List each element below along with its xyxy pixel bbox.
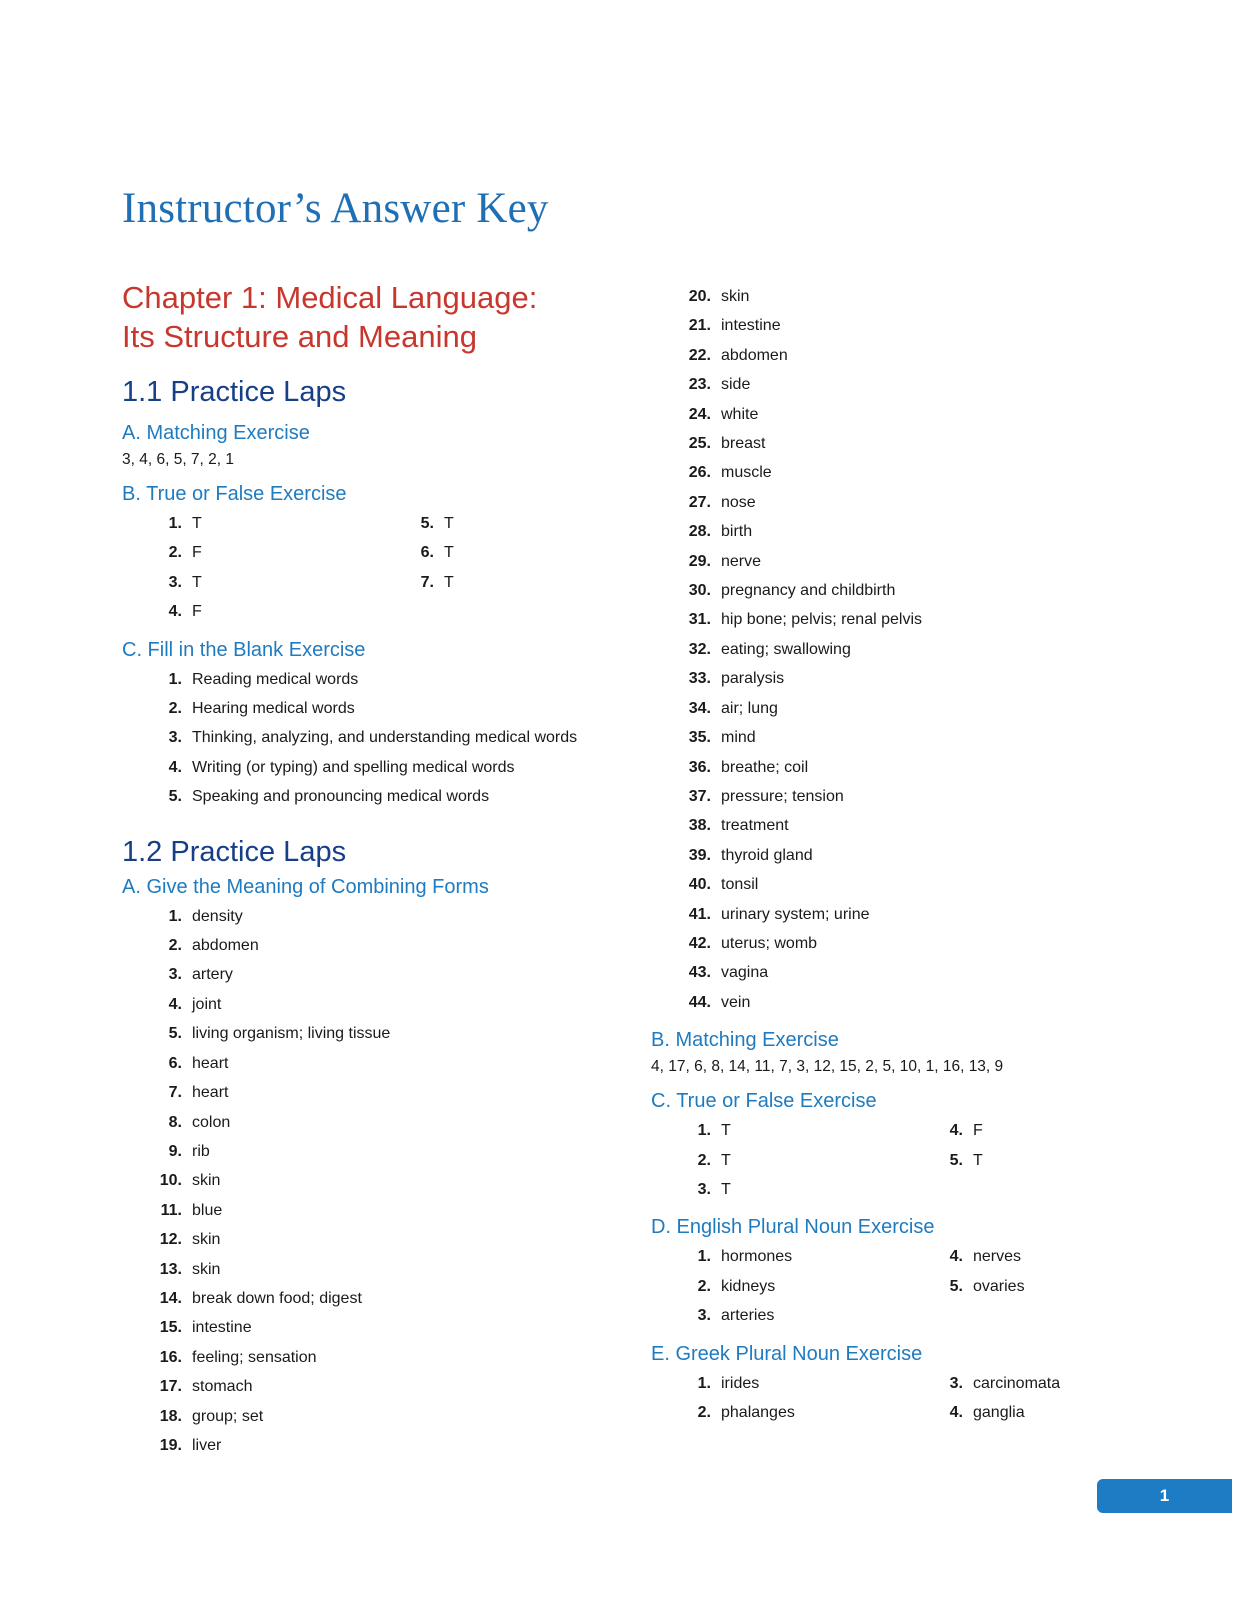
answer-text: pressure; tension <box>721 787 844 805</box>
chapter-title-line-1: Chapter 1: Medical Language: <box>122 280 538 315</box>
answer-text: T <box>721 1151 731 1169</box>
answer-number: 20. <box>688 288 711 305</box>
answer-text: vagina <box>721 964 769 982</box>
answer-item <box>122 1402 642 1431</box>
s12-english-plural-exercise <box>651 1214 1121 1330</box>
answer-item <box>651 958 1121 987</box>
answer-item <box>651 782 1121 811</box>
answer-number: 19. <box>159 1436 182 1454</box>
answer-text: uterus; womb <box>721 934 818 952</box>
answer-text: kidneys <box>721 1277 776 1295</box>
answer-text: rib <box>192 1142 210 1160</box>
s11-matching-exercise <box>122 420 642 471</box>
answer-number: 5. <box>420 515 434 532</box>
s12-true-false-exercise <box>651 1088 1121 1204</box>
exercise-title: C. Fill in the Blank Exercise <box>122 638 366 661</box>
answer-item <box>122 1078 642 1107</box>
section-heading-1-2: 1.2 Practice Laps <box>122 835 347 868</box>
answer-number: 2. <box>168 700 182 718</box>
answer-number: 1. <box>168 907 182 925</box>
s12-greek-plural-exercise <box>651 1341 1121 1428</box>
s11-fill-blank-exercise <box>122 637 642 812</box>
answer-text: joint <box>192 995 222 1013</box>
answer-text: living organism; living tissue <box>192 1025 391 1043</box>
matching-answer: 3, 4, 6, 5, 7, 2, 1 <box>122 451 235 468</box>
answer-number: 3. <box>168 966 182 984</box>
answer-item <box>122 1166 642 1195</box>
english-plural-grid <box>651 1242 1121 1330</box>
answer-number: 2. <box>168 544 182 562</box>
answer-item <box>903 1272 1103 1301</box>
answer-number: 12. <box>159 1231 182 1249</box>
answer-item <box>122 1431 642 1460</box>
answer-item <box>903 1369 1103 1398</box>
answer-text: blue <box>192 1201 223 1219</box>
answer-item <box>651 988 1121 1017</box>
answer-text: nerves <box>973 1248 1022 1266</box>
answer-number: 24. <box>688 405 711 423</box>
answer-text: pregnancy and childbirth <box>721 582 896 600</box>
answer-item <box>903 1242 1103 1271</box>
answer-number: 5. <box>168 1025 182 1043</box>
answer-number: 4. <box>949 1248 963 1266</box>
true-false-grid <box>651 1116 1121 1204</box>
answer-text: F <box>973 1122 983 1140</box>
answer-text: heart <box>192 1084 229 1102</box>
answer-text: density <box>192 907 243 925</box>
answer-number: 5. <box>949 1151 963 1169</box>
answer-text: Reading medical words <box>192 670 359 688</box>
answer-item <box>122 1019 642 1048</box>
answer-text: arteries <box>721 1307 775 1325</box>
answer-text: F <box>192 603 202 621</box>
answer-text: thyroid gland <box>721 846 813 864</box>
answer-item <box>122 1137 642 1166</box>
answer-item <box>651 1398 903 1427</box>
answer-item <box>651 1301 903 1330</box>
combining-forms-list <box>122 902 642 1461</box>
answer-item <box>651 488 1121 517</box>
answer-number: 42. <box>688 934 711 952</box>
answer-item <box>122 782 642 811</box>
answer-item <box>651 1242 903 1271</box>
answer-number: 40. <box>688 876 711 894</box>
answer-text: intestine <box>192 1319 252 1337</box>
answer-text: feeling; sensation <box>192 1348 317 1366</box>
answer-number: 13. <box>159 1260 182 1278</box>
answer-text: T <box>444 515 454 532</box>
answer-text: skin <box>192 1260 221 1278</box>
answer-number: 4. <box>168 603 182 621</box>
answer-item <box>651 1369 903 1398</box>
answer-number: 9. <box>168 1142 182 1160</box>
answer-item <box>122 568 374 597</box>
answer-item <box>374 568 574 597</box>
answer-item <box>651 429 1121 458</box>
answer-number: 4. <box>168 995 182 1013</box>
answer-item <box>651 605 1121 634</box>
answer-item <box>122 1196 642 1225</box>
answer-text: side <box>721 376 751 394</box>
answer-number: 27. <box>688 493 711 511</box>
answer-item <box>651 517 1121 546</box>
answer-item <box>122 1313 642 1342</box>
answer-item <box>122 723 642 752</box>
answer-item <box>651 811 1121 840</box>
answer-text: urinary system; urine <box>721 905 870 923</box>
answer-number: 35. <box>688 729 711 747</box>
answer-item <box>122 1108 642 1137</box>
answer-item <box>122 1255 642 1284</box>
answer-text: T <box>192 573 202 591</box>
exercise-title: A. Matching Exercise <box>122 422 310 444</box>
answer-number: 1. <box>168 670 182 688</box>
answer-item <box>122 960 642 989</box>
answer-number: 33. <box>688 670 711 688</box>
answer-item <box>651 311 1121 340</box>
answer-number: 11. <box>160 1201 182 1219</box>
answer-item <box>651 370 1121 399</box>
answer-number: 3. <box>697 1180 711 1198</box>
answer-number: 10. <box>159 1172 182 1190</box>
answer-number: 1. <box>697 1374 711 1392</box>
answer-number: 23. <box>688 376 711 394</box>
answer-item <box>122 1225 642 1254</box>
answer-item <box>122 509 374 538</box>
exercise-title: A. Give the Meaning of Combining Forms <box>122 875 489 898</box>
answer-text: skin <box>192 1172 221 1190</box>
answer-number: 2. <box>697 1404 711 1421</box>
answer-item <box>651 841 1121 870</box>
answer-text: eating; swallowing <box>721 640 851 658</box>
answer-text: artery <box>192 966 233 984</box>
answer-number: 37. <box>688 787 711 805</box>
answer-item <box>122 931 642 960</box>
answer-item <box>122 1284 642 1313</box>
answer-text: group; set <box>192 1407 264 1425</box>
answer-item <box>651 547 1121 576</box>
answer-item <box>374 509 574 538</box>
answer-number: 30. <box>688 582 711 600</box>
answer-text: skin <box>721 288 750 305</box>
answer-item <box>651 694 1121 723</box>
answer-text: Speaking and pronouncing medical words <box>192 788 490 806</box>
answer-number: 44. <box>688 993 711 1011</box>
answer-text: ovaries <box>973 1277 1025 1295</box>
answer-text: ganglia <box>973 1404 1025 1421</box>
s12-matching-exercise <box>651 1027 1121 1078</box>
answer-number: 1. <box>697 1248 711 1266</box>
answer-item <box>122 990 642 1019</box>
answer-text: treatment <box>721 817 789 835</box>
answer-item <box>651 870 1121 899</box>
exercise-title: E. Greek Plural Noun Exercise <box>651 1342 923 1365</box>
answer-number: 2. <box>168 937 182 955</box>
answer-number: 5. <box>168 788 182 806</box>
answer-item <box>651 400 1121 429</box>
answer-number: 5. <box>949 1277 963 1295</box>
answer-number: 2. <box>697 1151 711 1169</box>
answer-text: birth <box>721 523 753 541</box>
answer-number: 6. <box>168 1054 182 1072</box>
answer-number: 39. <box>688 846 711 864</box>
answer-item <box>651 635 1121 664</box>
answer-text: Thinking, analyzing, and understanding medical words <box>192 729 578 747</box>
answer-number: 16. <box>159 1348 182 1366</box>
answer-text: skin <box>192 1231 221 1249</box>
answer-number: 34. <box>688 699 711 717</box>
answer-text: T <box>721 1180 731 1198</box>
answer-item <box>122 1343 642 1372</box>
answer-number: 36. <box>688 758 711 776</box>
chapter-title <box>122 278 642 356</box>
s12-combining-forms-exercise <box>122 874 642 1461</box>
exercise-title: C. True or False Exercise <box>651 1090 877 1113</box>
answer-item <box>651 1116 903 1145</box>
answer-item <box>651 753 1121 782</box>
answer-item <box>122 753 642 782</box>
answer-number: 4. <box>168 758 182 776</box>
answer-text: vein <box>721 993 751 1011</box>
answer-number: 26. <box>688 464 711 482</box>
right-column <box>651 280 1121 1427</box>
answer-item <box>122 694 642 723</box>
fill-blank-list <box>122 665 642 812</box>
answer-text: abdomen <box>721 346 788 364</box>
answer-number: 2. <box>697 1277 711 1295</box>
answer-text: nose <box>721 493 756 511</box>
combining-forms-list-continued <box>651 282 1121 1017</box>
answer-item <box>122 1372 642 1401</box>
answer-text: T <box>721 1122 731 1140</box>
answer-text: air; lung <box>721 699 778 717</box>
exercise-title: B. True or False Exercise <box>122 483 347 505</box>
answer-number: 17. <box>159 1378 182 1396</box>
answer-text: T <box>973 1151 983 1169</box>
answer-number: 14. <box>159 1289 182 1307</box>
answer-item <box>903 1146 1103 1175</box>
answer-text: white <box>721 405 759 423</box>
answer-text: liver <box>192 1436 222 1454</box>
answer-text: hormones <box>721 1248 793 1266</box>
answer-number: 8. <box>168 1113 182 1131</box>
answer-number: 7. <box>420 573 434 591</box>
matching-answer: 4, 17, 6, 8, 14, 11, 7, 3, 12, 15, 2, 5, 10, 1, 16, 13, 9 <box>651 1058 1004 1076</box>
answer-item <box>651 282 1121 311</box>
answer-number: 28. <box>688 523 711 541</box>
answer-text: T <box>192 515 202 532</box>
answer-number: 4. <box>949 1404 963 1421</box>
answer-text: T <box>444 544 454 562</box>
answer-number: 32. <box>688 640 711 658</box>
answer-item <box>651 664 1121 693</box>
answer-text: breast <box>721 435 766 453</box>
answer-number: 41. <box>688 905 711 923</box>
answer-item <box>374 538 574 567</box>
answer-text: intestine <box>721 317 781 335</box>
answer-item <box>903 1398 1103 1427</box>
answer-text: hip bone; pelvis; renal pelvis <box>721 611 923 629</box>
answer-item <box>651 1272 903 1301</box>
answer-number: 21. <box>688 317 711 335</box>
page-title: Instructor’s Answer Key <box>122 185 549 232</box>
answer-item <box>122 1049 642 1078</box>
answer-text: nerve <box>721 552 762 570</box>
answer-text: Writing (or typing) and spelling medical words <box>192 758 515 776</box>
answer-text: abdomen <box>192 937 259 955</box>
answer-number: 1. <box>168 515 182 532</box>
answer-item <box>122 538 374 567</box>
answer-text: T <box>444 573 454 591</box>
answer-number: 3. <box>168 573 182 591</box>
answer-number: 1. <box>697 1122 711 1140</box>
answer-number: 15. <box>159 1319 182 1337</box>
answer-item <box>651 723 1121 752</box>
answer-number: 29. <box>688 552 711 570</box>
s11-true-false-exercise <box>122 481 642 627</box>
answer-number: 22. <box>688 346 711 364</box>
answer-number: 3. <box>168 729 182 747</box>
answer-item <box>651 1175 903 1204</box>
answer-text: mind <box>721 729 756 747</box>
answer-text: F <box>192 544 202 562</box>
answer-text: breathe; coil <box>721 758 809 776</box>
answer-number: 38. <box>688 817 711 835</box>
answer-text: irides <box>721 1374 760 1392</box>
answer-number: 4. <box>949 1122 963 1140</box>
answer-item <box>122 597 374 626</box>
answer-text: heart <box>192 1054 229 1072</box>
page-number: 1 <box>1097 1479 1232 1513</box>
exercise-title: B. Matching Exercise <box>651 1029 839 1052</box>
answer-item <box>903 1116 1103 1145</box>
answer-number: 7. <box>168 1084 182 1102</box>
answer-text: carcinomata <box>973 1374 1061 1392</box>
answer-number: 25. <box>688 435 711 453</box>
answer-item <box>651 458 1121 487</box>
answer-item <box>651 576 1121 605</box>
answer-text: Hearing medical words <box>192 700 355 718</box>
answer-number: 3. <box>949 1374 963 1392</box>
answer-text: stomach <box>192 1378 253 1396</box>
greek-plural-grid <box>651 1369 1121 1428</box>
answer-number: 3. <box>697 1307 711 1325</box>
answer-text: colon <box>192 1113 231 1131</box>
answer-item <box>122 902 642 931</box>
chapter-title-line-2: Its Structure and Meaning <box>122 319 477 354</box>
answer-text: break down food; digest <box>192 1289 362 1307</box>
answer-text: paralysis <box>721 670 785 688</box>
answer-number: 18. <box>159 1407 182 1425</box>
answer-item <box>122 665 642 694</box>
answer-item <box>651 900 1121 929</box>
answer-item <box>651 929 1121 958</box>
answer-number: 43. <box>688 964 711 982</box>
answer-item <box>651 1146 903 1175</box>
answer-text: muscle <box>721 464 772 482</box>
answer-item <box>651 341 1121 370</box>
answer-number: 6. <box>420 544 434 562</box>
answer-number: 31. <box>688 611 711 629</box>
exercise-title: D. English Plural Noun Exercise <box>651 1216 935 1239</box>
answer-text: phalanges <box>721 1404 795 1421</box>
true-false-grid <box>122 509 642 627</box>
section-heading-1-1: 1.1 Practice Laps <box>122 376 347 408</box>
answer-text: tonsil <box>721 876 759 894</box>
left-column <box>122 278 642 1460</box>
